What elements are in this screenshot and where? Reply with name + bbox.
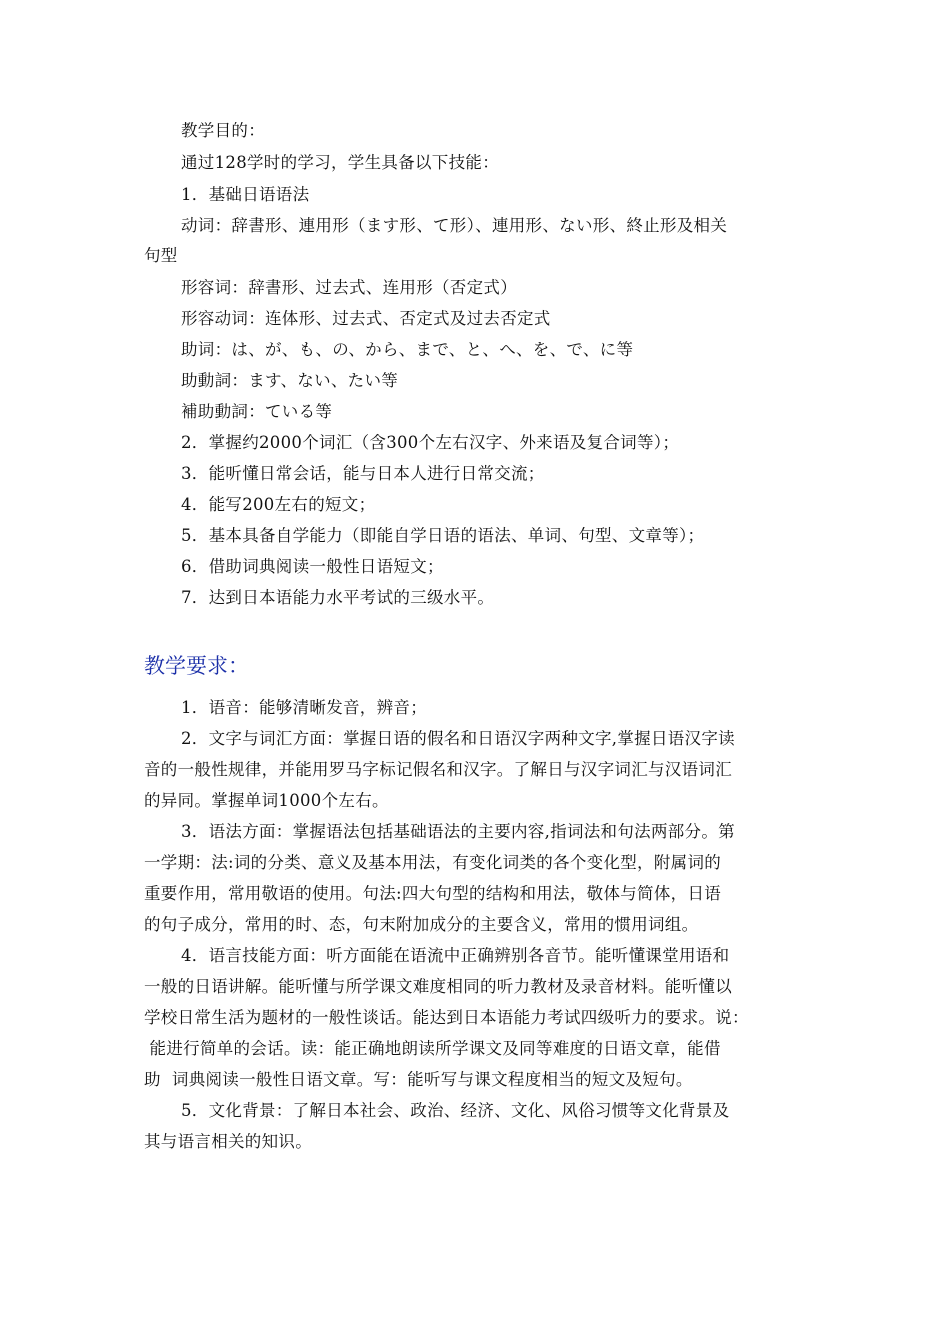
list-item: 7．达到日本语能力水平考试的三级水平。 bbox=[181, 588, 495, 607]
list-item: 5．基本具备自学能力（即能自学日语的语法、单词、句型、文章等）； bbox=[181, 526, 705, 545]
grammar-verbs-line: 动词：辞書形、連用形（ます形、て形）、連用形、ない形、終止形及相关 bbox=[181, 216, 728, 235]
section-heading-teaching-requirements: 教学要求： bbox=[144, 654, 249, 678]
requirement-item-continuation: 能进行简单的会话。读：能正确地朗读所学课文及同等难度的日语文章，能借 bbox=[144, 1039, 721, 1058]
list-item: 1．基础日语语法 bbox=[181, 185, 310, 204]
requirement-item: 4．语言技能方面：听方面能在语流中正确辨别各音节。能听懂课堂用语和 bbox=[181, 946, 730, 965]
list-item: 3．能听懂日常会话，能与日本人进行日常交流； bbox=[181, 464, 545, 483]
requirement-item-continuation: 音的一般性规律，并能用罗马字标记假名和汉字。了解日与汉字词汇与汉语词汇 bbox=[144, 760, 732, 779]
grammar-adjectives-line: 形容词：辞書形、过去式、连用形（否定式） bbox=[181, 278, 517, 297]
grammar-verbs-continuation: 句型 bbox=[144, 246, 178, 265]
section-title-teaching-purpose: 教学目的： bbox=[181, 121, 265, 140]
grammar-supplementary-verbs-line: 補助動詞：ている等 bbox=[181, 402, 333, 421]
requirement-item-continuation: 一般的日语讲解。能听懂与所学课文难度相同的听力教材及录音材料。能听懂以 bbox=[144, 977, 732, 996]
requirement-item: 5．文化背景：了解日本社会、政治、经济、文化、风俗习惯等文化背景及 bbox=[181, 1101, 730, 1120]
requirement-item-continuation: 助 词典阅读一般性日语文章。写：能听写与课文程度相当的短文及短句。 bbox=[144, 1070, 693, 1089]
grammar-na-adjectives-line: 形容动词：连体形、过去式、否定式及过去否定式 bbox=[181, 309, 551, 328]
list-item: 2．掌握约2000个词汇（含300个左右汉字、外来语及复合词等）； bbox=[181, 433, 680, 452]
requirement-item-continuation: 其与语言相关的知识。 bbox=[144, 1132, 312, 1151]
requirement-item: 2．文字与词汇方面：掌握日语的假名和日语汉字两种文字,掌握日语汉字读 bbox=[181, 729, 735, 748]
requirement-item-continuation: 学校日常生活为题材的一般性谈话。能达到日本语能力考试四级听力的要求。说： bbox=[144, 1008, 749, 1027]
requirement-item-continuation: 的句子成分，常用的时、态，句末附加成分的主要含义，常用的惯用词组。 bbox=[144, 915, 699, 934]
requirement-item-continuation: 重要作用，常用敬语的使用。句法:四大句型的结构和用法，敬体与简体，日语 bbox=[144, 884, 722, 903]
intro-line: 通过128学时的学习，学生具备以下技能： bbox=[181, 153, 499, 172]
grammar-auxiliary-verbs-line: 助動詞：ます、ない、たい等 bbox=[181, 371, 399, 390]
requirement-item-continuation: 的异同。掌握单词1000个左右。 bbox=[144, 791, 389, 810]
list-item: 4．能写200左右的短文； bbox=[181, 495, 376, 514]
requirement-item: 1．语音：能够清晰发音，辨音； bbox=[181, 698, 427, 717]
list-item: 6．借助词典阅读一般性日语短文； bbox=[181, 557, 444, 576]
requirement-item: 3．语法方面：掌握语法包括基础语法的主要内容,指词法和句法两部分。第 bbox=[181, 822, 735, 841]
requirement-item-continuation: 一学期：法:词的分类、意义及基本用法，有变化词类的各个变化型，附属词的 bbox=[144, 853, 722, 872]
grammar-particles-line: 助词：は、が、も、の、から、まで、と、へ、を、で、に等 bbox=[181, 340, 634, 359]
